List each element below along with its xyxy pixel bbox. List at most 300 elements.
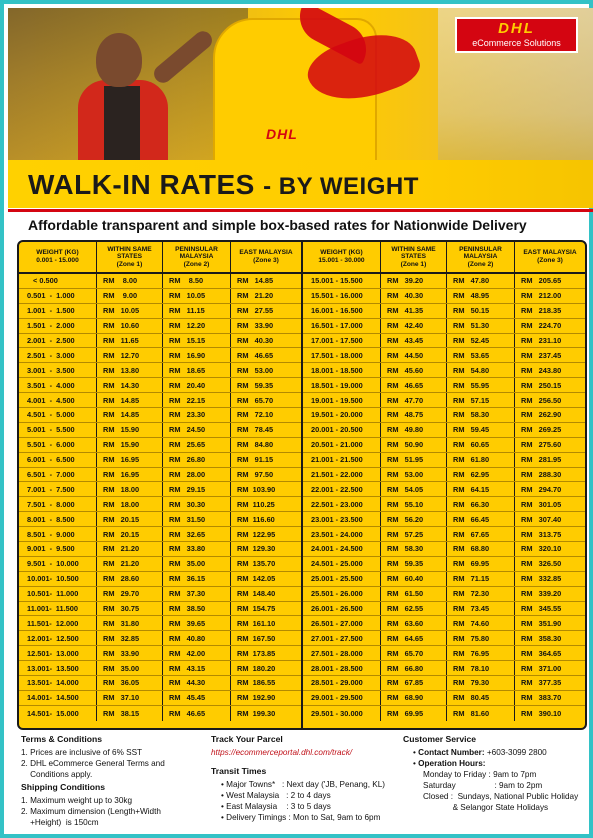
- table-row: [19, 423, 301, 438]
- table-row: [19, 557, 301, 572]
- weight-range-cell: 4.501 - 5.000: [19, 408, 97, 422]
- table-row: [303, 453, 585, 468]
- table-row: [19, 646, 301, 661]
- shipping-item: +Height) is 150cm: [21, 818, 99, 827]
- zone-2-rate-cell: RM 51.30: [447, 319, 515, 333]
- track-link[interactable]: https://ecommerceportal.dhl.com/track/: [211, 748, 353, 757]
- track-title: Track Your Parcel: [211, 734, 283, 744]
- zone-1-rate-cell: RM 29.70: [97, 587, 163, 601]
- zone-2-rate-cell: RM 36.15: [163, 572, 231, 586]
- table-row: [19, 334, 301, 349]
- zone-2-rate-cell: RM 50.15: [447, 304, 515, 318]
- zone-3-rate-cell: RM 167.50: [237, 633, 276, 643]
- table-row: [303, 557, 585, 572]
- shipping-item: 1. Maximum weight up to 30kg: [21, 796, 133, 805]
- weight-range-cell: 1.501 - 2.000: [19, 319, 97, 333]
- zone-1-rate-cell: RM 64.65: [381, 631, 447, 645]
- title-divider: [8, 209, 593, 212]
- rate-table: [17, 240, 587, 730]
- zone-1-rate-cell: RM 21.20: [97, 557, 163, 571]
- zone-1-rate-cell: RM 65.70: [381, 646, 447, 660]
- zone-3-rate-cell: RM 364.65: [521, 648, 562, 658]
- zone-1-rate-cell: RM 36.05: [97, 676, 163, 690]
- weight-range-cell: 16.001 - 16.500: [303, 304, 381, 318]
- table-row: [303, 274, 585, 289]
- rate-rows-left: [19, 274, 301, 721]
- zone-3-rate-cell: RM 281.95: [521, 455, 562, 465]
- zone-3-rate-cell: RM 339.20: [521, 589, 562, 599]
- footer-track-column: [211, 734, 401, 823]
- weight-range-cell: 13.501- 14.000: [19, 676, 97, 690]
- zone-3-rate-cell: RM 371.00: [521, 663, 562, 673]
- zone-3-rate-cell: RM 345.55: [521, 604, 562, 614]
- weight-range-cell: 5.501 - 6.000: [19, 438, 97, 452]
- zone-1-rate-cell: RM 50.90: [381, 438, 447, 452]
- weight-range-cell: 10.501- 11.000: [19, 587, 97, 601]
- zone-2-rate-cell: RM 25.65: [163, 438, 231, 452]
- zone-3-rate-cell: RM 72.10: [237, 410, 274, 420]
- zone-2-rate-cell: RM 64.15: [447, 482, 515, 496]
- hours-label: Operation Hours:: [418, 759, 486, 768]
- transit-item: • Major Towns* : Next day ('JB, Penang, KL): [211, 779, 401, 790]
- zone-1-rate-cell: RM 66.80: [381, 661, 447, 675]
- zone-1-rate-cell: RM 61.50: [381, 587, 447, 601]
- zone-3-rate-cell: RM 142.05: [237, 574, 276, 584]
- zone-3-rate-cell: RM 301.05: [521, 499, 562, 509]
- footer-terms-column: [21, 734, 201, 828]
- zone-2-rate-cell: RM 80.45: [447, 691, 515, 705]
- zone-2-rate-cell: RM 61.80: [447, 453, 515, 467]
- table-row: [19, 438, 301, 453]
- zone-2-rate-cell: RM 53.65: [447, 348, 515, 362]
- terms-item: 1. Prices are inclusive of 6% SST: [21, 748, 143, 757]
- table-row: [303, 378, 585, 393]
- zone-1-rate-cell: RM 40.30: [381, 289, 447, 303]
- weight-range-cell: 8.001 - 8.500: [19, 512, 97, 526]
- zone-3-rate-cell: RM 320.10: [521, 544, 562, 554]
- zone-1-rate-cell: RM 20.15: [97, 527, 163, 541]
- weight-range-cell: 24.001 - 24.500: [303, 542, 381, 556]
- table-row: [303, 348, 585, 363]
- table-row: [19, 616, 301, 631]
- weight-range-cell: 18.501 - 19.000: [303, 378, 381, 392]
- zone-1-rate-cell: RM 60.40: [381, 572, 447, 586]
- zone-3-rate-cell: RM 313.75: [521, 529, 562, 539]
- table-row: [19, 289, 301, 304]
- weight-range-cell: 24.501 - 25.000: [303, 557, 381, 571]
- zone-1-rate-cell: RM 15.90: [97, 423, 163, 437]
- table-row: [303, 706, 585, 721]
- table-row: [303, 423, 585, 438]
- rate-table-left: [19, 242, 303, 728]
- transit-item: • West Malaysia : 2 to 4 days: [211, 790, 401, 801]
- zone-1-rate-cell: RM 10.05: [97, 304, 163, 318]
- table-row: [19, 363, 301, 378]
- table-row: [303, 334, 585, 349]
- weight-range-cell: 17.501 - 18.000: [303, 348, 381, 362]
- table-row: [19, 378, 301, 393]
- table-row: [19, 482, 301, 497]
- zone-3-rate-cell: RM 103.90: [237, 484, 276, 494]
- weight-range-cell: 22.001 - 22.500: [303, 482, 381, 496]
- zone-3-rate-cell: RM 154.75: [237, 604, 276, 614]
- zone-3-rate-cell: RM 377.35: [521, 678, 562, 688]
- zone-3-rate-cell: RM 224.70: [521, 321, 562, 331]
- zone-3-rate-cell: RM 243.80: [521, 365, 562, 375]
- zone-1-rate-cell: RM 10.60: [97, 319, 163, 333]
- zone-1-rate-cell: RM 68.90: [381, 691, 447, 705]
- zone-3-rate-cell: RM 135.70: [237, 559, 276, 569]
- zone-1-rate-cell: RM 12.70: [97, 348, 163, 362]
- header-zone-1: WITHIN SAME STATES (Zone 1): [381, 242, 447, 272]
- header-zone-3: EAST MALAYSIA (Zone 3): [523, 249, 577, 264]
- zone-2-rate-cell: RM 42.00: [163, 646, 231, 660]
- weight-range-cell: 10.001- 10.500: [19, 572, 97, 586]
- weight-range-cell: 18.001 - 18.500: [303, 363, 381, 377]
- zone-3-rate-cell: RM 237.45: [521, 350, 562, 360]
- zone-3-rate-cell: RM 275.60: [521, 440, 562, 450]
- zone-3-rate-cell: RM 97.50: [237, 470, 274, 480]
- hours-item: Closed : Sundays, National Public Holiday: [423, 792, 579, 801]
- weight-range-cell: 13.001- 13.500: [19, 661, 97, 675]
- zone-2-rate-cell: RM 81.60: [447, 706, 515, 721]
- zone-1-rate-cell: RM 39.20: [381, 274, 447, 288]
- table-row: [19, 319, 301, 334]
- zone-2-rate-cell: RM 39.65: [163, 616, 231, 630]
- table-row: [303, 572, 585, 587]
- zone-1-rate-cell: RM 9.00: [97, 289, 163, 303]
- zone-2-rate-cell: RM 20.40: [163, 378, 231, 392]
- weight-range-cell: 5.001 - 5.500: [19, 423, 97, 437]
- van-logo-text: DHL: [266, 126, 298, 142]
- zone-1-rate-cell: RM 18.00: [97, 497, 163, 511]
- weight-range-cell: 7.001 - 7.500: [19, 482, 97, 496]
- table-row: [19, 572, 301, 587]
- table-row: [303, 363, 585, 378]
- dhl-logo-division: eCommerce Solutions: [472, 38, 561, 48]
- zone-1-rate-cell: RM 43.45: [381, 334, 447, 348]
- zone-2-rate-cell: RM 24.50: [163, 423, 231, 437]
- zone-2-rate-cell: RM 68.80: [447, 542, 515, 556]
- weight-range-cell: 20.001 - 20.500: [303, 423, 381, 437]
- zone-1-rate-cell: RM 45.60: [381, 363, 447, 377]
- service-contact: [403, 747, 593, 758]
- zone-3-rate-cell: RM 46.65: [237, 350, 274, 360]
- zone-1-rate-cell: RM 18.00: [97, 482, 163, 496]
- table-row: [19, 587, 301, 602]
- zone-1-rate-cell: RM 46.65: [381, 378, 447, 392]
- zone-2-rate-cell: RM 75.80: [447, 631, 515, 645]
- weight-range-cell: 2.001 - 2.500: [19, 334, 97, 348]
- zone-2-rate-cell: RM 47.80: [447, 274, 515, 288]
- table-row: [303, 393, 585, 408]
- zone-1-rate-cell: RM 41.35: [381, 304, 447, 318]
- zone-3-rate-cell: RM 390.10: [521, 708, 562, 718]
- courier-head-image: [96, 33, 142, 87]
- zone-1-rate-cell: RM 14.85: [97, 408, 163, 422]
- zone-1-rate-cell: RM 44.50: [381, 348, 447, 362]
- weight-range-cell: 11.501- 12.000: [19, 616, 97, 630]
- zone-3-rate-cell: RM 186.55: [237, 678, 276, 688]
- weight-range-cell: 12.501- 13.000: [19, 646, 97, 660]
- weight-range-cell: 15.001 - 15.500: [303, 274, 381, 288]
- zone-1-rate-cell: RM 56.20: [381, 512, 447, 526]
- zone-2-rate-cell: RM 35.00: [163, 557, 231, 571]
- contact-number[interactable]: +603-3099 2800: [484, 748, 547, 757]
- zone-1-rate-cell: RM 69.95: [381, 706, 447, 721]
- zone-2-rate-cell: RM 58.30: [447, 408, 515, 422]
- zone-2-rate-cell: RM 38.50: [163, 602, 231, 616]
- zone-2-rate-cell: RM 32.65: [163, 527, 231, 541]
- zone-2-rate-cell: RM 71.15: [447, 572, 515, 586]
- table-row: [19, 274, 301, 289]
- shipping-title: Shipping Conditions: [21, 782, 106, 792]
- zone-2-rate-cell: RM 74.60: [447, 616, 515, 630]
- zone-1-rate-cell: RM 21.20: [97, 542, 163, 556]
- table-row: [19, 602, 301, 617]
- header-zone-2: PENINSULAR MALAYSIA (Zone 2): [447, 242, 515, 272]
- zone-1-rate-cell: RM 33.90: [97, 646, 163, 660]
- zone-3-rate-cell: RM 288.30: [521, 470, 562, 480]
- zone-2-rate-cell: RM 46.65: [163, 706, 231, 721]
- page-title-main: WALK-IN RATES: [28, 169, 255, 200]
- zone-3-rate-cell: RM 218.35: [521, 306, 562, 316]
- zone-2-rate-cell: RM 26.80: [163, 453, 231, 467]
- table-row: [19, 661, 301, 676]
- weight-range-cell: 0.501 - 1.000: [19, 289, 97, 303]
- terms-item: 2. DHL eCommerce General Terms and: [21, 759, 165, 768]
- zone-3-rate-cell: RM 307.40: [521, 514, 562, 524]
- zone-2-rate-cell: RM 59.45: [447, 423, 515, 437]
- weight-range-cell: 25.001 - 25.500: [303, 572, 381, 586]
- contact-label: Contact Number:: [418, 748, 485, 757]
- zone-1-rate-cell: RM 16.95: [97, 468, 163, 482]
- zone-1-rate-cell: RM 54.05: [381, 482, 447, 496]
- table-row: [303, 616, 585, 631]
- rate-table-header-right: [303, 242, 585, 274]
- zone-2-rate-cell: RM 10.05: [163, 289, 231, 303]
- weight-range-cell: 17.001 - 17.500: [303, 334, 381, 348]
- zone-1-rate-cell: RM 11.65: [97, 334, 163, 348]
- zone-3-rate-cell: RM 78.45: [237, 425, 274, 435]
- transit-item: • Delivery Timings : Mon to Sat, 9am to 6pm: [211, 812, 401, 823]
- weight-range-cell: 15.501 - 16.000: [303, 289, 381, 303]
- zone-3-rate-cell: RM 110.25: [237, 499, 275, 509]
- zone-3-rate-cell: RM 53.00: [237, 365, 274, 375]
- table-row: [19, 631, 301, 646]
- weight-range-cell: 4.001 - 4.500: [19, 393, 97, 407]
- zone-2-rate-cell: RM 16.90: [163, 348, 231, 362]
- weight-range-cell: 22.501 - 23.000: [303, 497, 381, 511]
- zone-1-rate-cell: RM 58.30: [381, 542, 447, 556]
- weight-range-cell: 19.001 - 19.500: [303, 393, 381, 407]
- zone-2-rate-cell: RM 31.50: [163, 512, 231, 526]
- zone-3-rate-cell: RM 199.30: [237, 708, 276, 718]
- header-weight: WEIGHT (KG) 0.001 - 15.000: [19, 242, 97, 272]
- page-title-sub: - BY WEIGHT: [263, 173, 419, 200]
- zone-1-rate-cell: RM 59.35: [381, 557, 447, 571]
- zone-3-rate-cell: RM 383.70: [521, 693, 562, 703]
- weight-range-cell: 16.501 - 17.000: [303, 319, 381, 333]
- table-row: [303, 542, 585, 557]
- zone-1-rate-cell: RM 16.95: [97, 453, 163, 467]
- table-row: [303, 408, 585, 423]
- zone-3-rate-cell: RM 161.10: [237, 618, 276, 628]
- table-row: [303, 497, 585, 512]
- zone-2-rate-cell: RM 43.15: [163, 661, 231, 675]
- hours-item: Saturday : 9am to 2pm: [423, 781, 543, 790]
- zone-3-rate-cell: RM 91.15: [237, 455, 274, 465]
- terms-item: Conditions apply.: [21, 770, 93, 779]
- table-row: [19, 691, 301, 706]
- zone-2-rate-cell: RM 66.30: [447, 497, 515, 511]
- zone-2-rate-cell: RM 73.45: [447, 602, 515, 616]
- zone-2-rate-cell: RM 54.80: [447, 363, 515, 377]
- zone-1-rate-cell: RM 67.85: [381, 676, 447, 690]
- weight-range-cell: 2.501 - 3.000: [19, 348, 97, 362]
- zone-1-rate-cell: RM 8.00: [97, 274, 163, 288]
- table-row: [19, 706, 301, 721]
- weight-range-cell: 8.501 - 9.000: [19, 527, 97, 541]
- zone-1-rate-cell: RM 32.85: [97, 631, 163, 645]
- zone-3-rate-cell: RM 40.30: [237, 336, 274, 345]
- zone-2-rate-cell: RM 48.95: [447, 289, 515, 303]
- zone-1-rate-cell: RM 51.95: [381, 453, 447, 467]
- table-row: [19, 468, 301, 483]
- zone-1-rate-cell: RM 57.25: [381, 527, 447, 541]
- zone-1-rate-cell: RM 14.30: [97, 378, 163, 392]
- weight-range-cell: 6.001 - 6.500: [19, 453, 97, 467]
- dhl-logo: [455, 17, 578, 53]
- zone-2-rate-cell: RM 55.95: [447, 378, 515, 392]
- zone-3-rate-cell: RM 256.50: [521, 395, 562, 405]
- weight-range-cell: 12.001- 12.500: [19, 631, 97, 645]
- rate-table-right: [303, 242, 585, 728]
- table-row: [19, 542, 301, 557]
- zone-2-rate-cell: RM 22.15: [163, 393, 231, 407]
- zone-2-rate-cell: RM 23.30: [163, 408, 231, 422]
- zone-2-rate-cell: RM 78.10: [447, 661, 515, 675]
- zone-2-rate-cell: RM 45.45: [163, 691, 231, 705]
- weight-range-cell: 29.001 - 29.500: [303, 691, 381, 705]
- zone-1-rate-cell: RM 49.80: [381, 423, 447, 437]
- zone-3-rate-cell: RM 205.65: [521, 276, 562, 286]
- weight-range-cell: 14.501- 15.000: [19, 706, 97, 721]
- weight-range-cell: 14.001- 14.500: [19, 691, 97, 705]
- zone-2-rate-cell: RM 62.95: [447, 468, 515, 482]
- zone-2-rate-cell: RM 79.30: [447, 676, 515, 690]
- zone-2-rate-cell: RM 40.80: [163, 631, 231, 645]
- zone-2-rate-cell: RM 18.65: [163, 363, 231, 377]
- zone-3-rate-cell: RM 59.35: [237, 380, 274, 390]
- zone-2-rate-cell: RM 28.00: [163, 468, 231, 482]
- zone-2-rate-cell: RM 72.30: [447, 587, 515, 601]
- weight-range-cell: 3.501 - 4.000: [19, 378, 97, 392]
- weight-range-cell: 9.001 - 9.500: [19, 542, 97, 556]
- transit-item: • East Malaysia : 3 to 5 days: [211, 801, 401, 812]
- zone-2-rate-cell: RM 29.15: [163, 482, 231, 496]
- weight-range-cell: 29.501 - 30.000: [303, 706, 381, 721]
- table-row: [19, 408, 301, 423]
- table-row: [303, 602, 585, 617]
- weight-range-cell: 27.001 - 27.500: [303, 631, 381, 645]
- table-row: [303, 587, 585, 602]
- table-row: [19, 348, 301, 363]
- table-row: [19, 497, 301, 512]
- zone-3-rate-cell: RM 231.10: [521, 336, 562, 345]
- weight-range-cell: 11.001- 11.500: [19, 602, 97, 616]
- zone-1-rate-cell: RM 15.90: [97, 438, 163, 452]
- header-zone-2: PENINSULAR MALAYSIA (Zone 2): [163, 242, 231, 272]
- zone-3-rate-cell: RM 148.40: [237, 589, 276, 599]
- header-zone-1: WITHIN SAME STATES (Zone 1): [97, 242, 163, 272]
- service-hours: [403, 758, 593, 769]
- table-row: [19, 393, 301, 408]
- page-title: [28, 169, 419, 201]
- footer-service-column: [403, 734, 593, 813]
- weight-range-cell: 25.501 - 26.000: [303, 587, 381, 601]
- table-row: [303, 482, 585, 497]
- zone-2-rate-cell: RM 76.95: [447, 646, 515, 660]
- zone-3-rate-cell: RM 21.20: [237, 291, 274, 301]
- weight-range-cell: 21.001 - 21.500: [303, 453, 381, 467]
- table-row: [303, 319, 585, 334]
- zone-3-rate-cell: RM 332.85: [521, 574, 562, 584]
- weight-range-cell: 21.501 - 22.000: [303, 468, 381, 482]
- shipping-item: 2. Maximum dimension (Length+Width: [21, 807, 161, 816]
- zone-1-rate-cell: RM 53.00: [381, 468, 447, 482]
- table-row: [303, 691, 585, 706]
- zone-1-rate-cell: RM 30.75: [97, 602, 163, 616]
- table-row: [303, 646, 585, 661]
- zone-1-rate-cell: RM 62.55: [381, 602, 447, 616]
- weight-range-cell: 19.501 - 20.000: [303, 408, 381, 422]
- zone-1-rate-cell: RM 20.15: [97, 512, 163, 526]
- zone-2-rate-cell: RM 33.80: [163, 542, 231, 556]
- zone-3-rate-cell: RM 351.90: [521, 618, 562, 628]
- zone-1-rate-cell: RM 55.10: [381, 497, 447, 511]
- zone-2-rate-cell: RM 69.95: [447, 557, 515, 571]
- weight-range-cell: 3.001 - 3.500: [19, 363, 97, 377]
- zone-2-rate-cell: RM 66.45: [447, 512, 515, 526]
- zone-3-rate-cell: RM 14.85: [237, 276, 274, 286]
- zone-3-rate-cell: RM 65.70: [237, 395, 274, 405]
- zone-1-rate-cell: RM 42.40: [381, 319, 447, 333]
- weight-range-cell: 23.001 - 23.500: [303, 512, 381, 526]
- zone-3-rate-cell: RM 262.90: [521, 410, 562, 420]
- rate-rows-right: [303, 274, 585, 721]
- zone-2-rate-cell: RM 57.15: [447, 393, 515, 407]
- zone-3-rate-cell: RM 326.50: [521, 559, 562, 569]
- header-zone-3: EAST MALAYSIA (Zone 3): [239, 249, 293, 264]
- weight-range-cell: 26.001 - 26.500: [303, 602, 381, 616]
- zone-1-rate-cell: RM 35.00: [97, 661, 163, 675]
- dhl-logo-mark: DHL: [498, 20, 535, 37]
- table-row: [19, 676, 301, 691]
- zone-2-rate-cell: RM 44.30: [163, 676, 231, 690]
- tagline: Affordable transparent and simple box-based rates for Nationwide Delivery: [28, 217, 527, 233]
- table-row: [303, 438, 585, 453]
- zone-3-rate-cell: RM 27.55: [237, 306, 274, 316]
- weight-range-cell: 27.501 - 28.000: [303, 646, 381, 660]
- zone-2-rate-cell: RM 12.20: [163, 319, 231, 333]
- zone-3-rate-cell: RM 212.00: [521, 291, 562, 301]
- zone-1-rate-cell: RM 31.80: [97, 616, 163, 630]
- table-row: [303, 289, 585, 304]
- zone-3-rate-cell: RM 294.70: [521, 484, 562, 494]
- table-row: [303, 676, 585, 691]
- zone-3-rate-cell: RM 84.80: [237, 440, 274, 450]
